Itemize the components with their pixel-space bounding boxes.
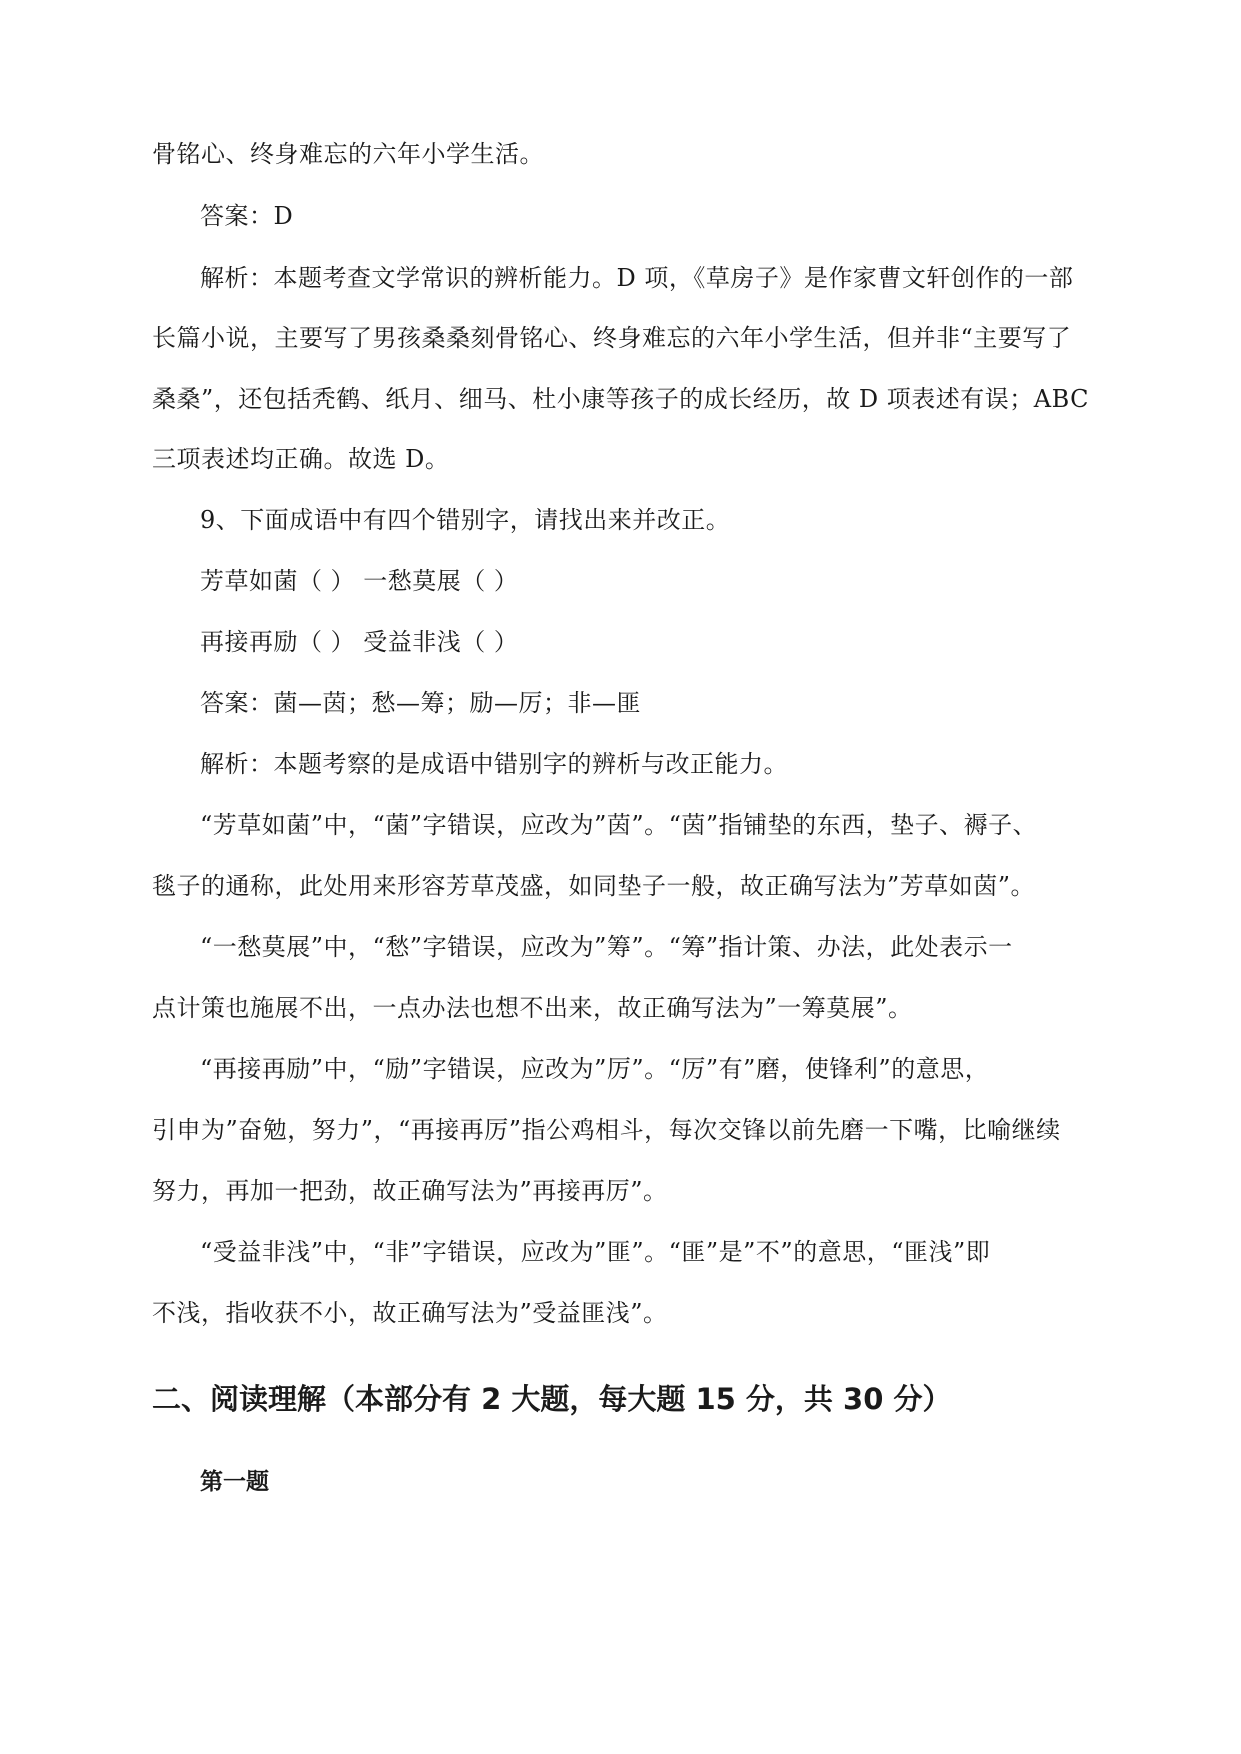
text-line: 桑桑”，还包括秃鹤、纸月、细马、杜小康等孩子的成长经历，故 D 项表述有误；ABC bbox=[152, 385, 1090, 413]
answer-line: 答案：菌—茵；愁—筹；励—厉；非—匪 bbox=[200, 689, 641, 717]
text-line: 不浅，指收获不小，故正确写法为”受益匪浅”。 bbox=[152, 1299, 668, 1327]
text-line: 骨铭心、终身难忘的六年小学生活。 bbox=[152, 140, 544, 168]
subsection-heading: 第一题 bbox=[200, 1469, 269, 1495]
section-heading: 二、阅读理解（本部分有 2 大题，每大题 15 分，共 30 分） bbox=[152, 1382, 952, 1416]
text-line: 解析：本题考查文学常识的辨析能力。D 项，《草房子》是作家曹文轩创作的一部 bbox=[200, 264, 1074, 292]
question-line: 9、下面成语中有四个错别字，请找出来并改正。 bbox=[200, 506, 731, 534]
text-line: “芳草如菌”中，“菌”字错误，应改为”茵”。“茵”指铺垫的东西，垫子、褥子、 bbox=[200, 811, 1038, 839]
analysis-line: 解析：本题考察的是成语中错别字的辨析与改正能力。 bbox=[200, 750, 788, 778]
text-line: 引申为”奋勉，努力”，“再接再厉”指公鸡相斗，每次交锋以前先磨一下嘴，比喻继续 bbox=[152, 1116, 1061, 1144]
text-line: “受益非浅”中，“非”字错误，应改为”匪”。“匪”是”不”的意思，“匪浅”即 bbox=[200, 1238, 991, 1266]
idiom-line: 芳草如菌（ ） 一愁莫展（ ） bbox=[200, 567, 519, 595]
text-line: “再接再励”中，“励”字错误，应改为”厉”。“厉”有”磨，使锋利”的意思， bbox=[200, 1055, 990, 1083]
text-line: “一愁莫展”中，“愁”字错误，应改为”筹”。“筹”指计策、办法，此处表示一 bbox=[200, 933, 1013, 961]
text-line: 三项表述均正确。故选 D。 bbox=[152, 445, 450, 473]
text-line: 长篇小说，主要写了男孩桑桑刻骨铭心、终身难忘的六年小学生活，但并非“主要写了 bbox=[152, 324, 1072, 352]
text-line: 毯子的通称，此处用来形容芳草茂盛，如同垫子一般，故正确写法为”芳草如茵”。 bbox=[152, 872, 1036, 900]
text-line: 点计策也施展不出，一点办法也想不出来，故正确写法为”一筹莫展”。 bbox=[152, 994, 913, 1022]
idiom-line: 再接再励（ ） 受益非浅（ ） bbox=[200, 628, 519, 656]
text-line: 努力，再加一把劲，故正确写法为”再接再厉”。 bbox=[152, 1177, 668, 1205]
answer-line: 答案：D bbox=[200, 202, 294, 230]
